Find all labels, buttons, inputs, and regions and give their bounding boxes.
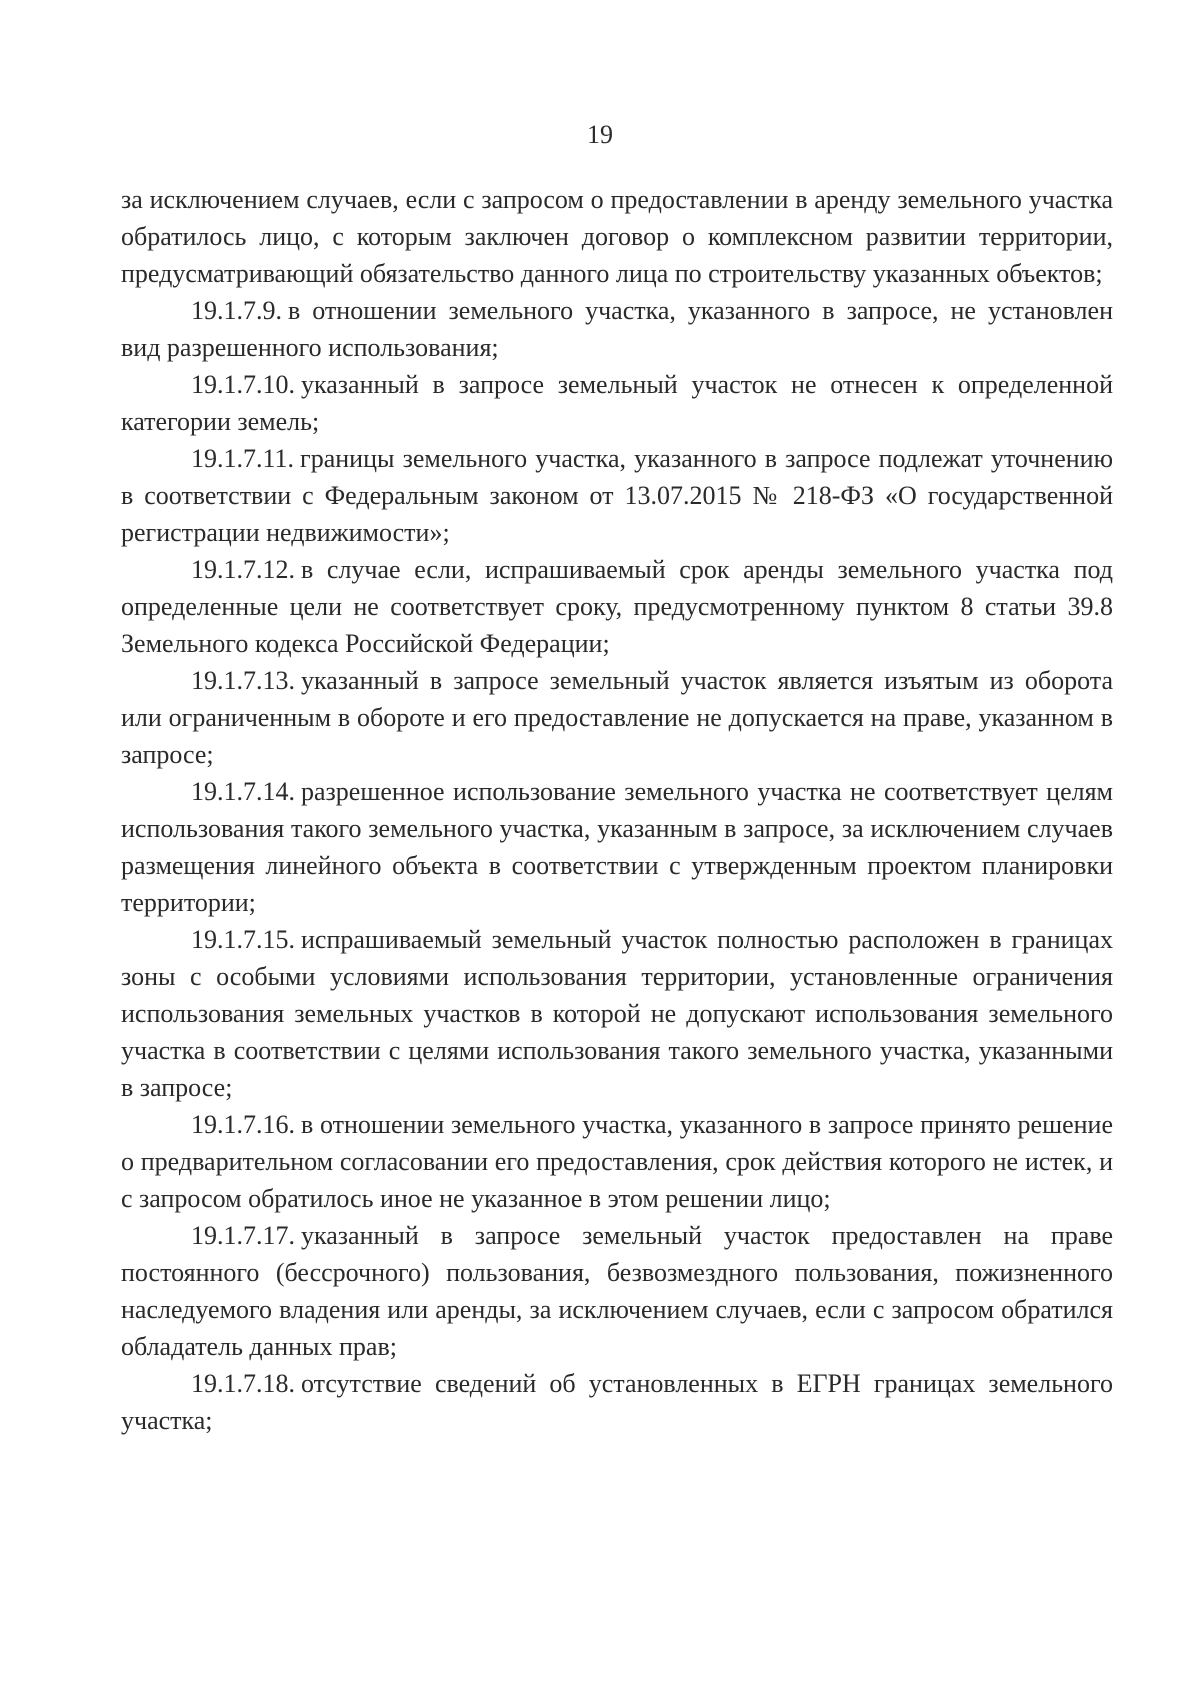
- clause-19-1-7-16: [121, 1106, 1113, 1217]
- clause-19-1-7-10: [121, 366, 1113, 440]
- clause-number: 19.1.7.12.: [191, 555, 295, 584]
- clause-text: в отношении земельного участка, указанного в запросе, не установлен вид разрешенного использования;: [121, 296, 1113, 362]
- clause-number: 19.1.7.17.: [191, 1221, 295, 1250]
- clause-text: испрашиваемый земельный участок полностью расположен в границах зоны с особыми условиями использования территории, установленные ограничения использования земельных участков в которой не допускают использования земельного участка в соответствии с целями использования такого земельного участка, указанными в запросе;: [121, 925, 1113, 1102]
- clause-19-1-7-9: [121, 292, 1113, 366]
- clause-19-1-7-15: [121, 921, 1113, 1106]
- clause-text: указанный в запросе земельный участок не отнесен к определенной категории земель;: [121, 370, 1113, 436]
- clause-text: в отношении земельного участка, указанного в запросе принято решение о предварительном согласовании его предоставления, срок действия которого не истек, и с запросом обратилось иное не указанное в этом решении лицо;: [121, 1110, 1113, 1213]
- clause-text: разрешенное использование земельного участка не соответствует целям использования такого земельного участка, указанным в запросе, за исключением случаев размещения линейного объекта в соответствии с утвержденным проектом планировки территории;: [121, 777, 1113, 917]
- clause-number: 19.1.7.9.: [191, 296, 282, 325]
- page-number: 19: [587, 120, 613, 149]
- clause-19-1-7-18: [121, 1365, 1113, 1439]
- clause-number: 19.1.7.10.: [191, 370, 295, 399]
- clause-19-1-7-12: [121, 551, 1113, 662]
- paragraph-continuation: [121, 181, 1113, 292]
- document-body: [121, 181, 1113, 1439]
- clause-text: указанный в запросе земельный участок предоставлен на праве постоянного (бессрочного) пользования, безвозмездного пользования, пожизненного наследуемого владения или аренды, за исключением случаев, если с запросом обратился обладатель данных прав;: [121, 1221, 1113, 1361]
- clause-number: 19.1.7.13.: [191, 666, 295, 695]
- clause-19-1-7-13: [121, 662, 1113, 773]
- clause-number: 19.1.7.14.: [191, 777, 295, 806]
- clause-text: границы земельного участка, указанного в запросе подлежат уточнению в соответствии с Федеральным законом от 13.07.2015 № 218-ФЗ «О государственной регистрации недвижимости»;: [121, 444, 1113, 547]
- clause-number: 19.1.7.16.: [191, 1110, 295, 1139]
- clause-text: указанный в запросе земельный участок является изъятым из оборота или ограниченным в обороте и его предоставление не допускается на праве, указанном в запросе;: [121, 666, 1113, 769]
- clause-number: 19.1.7.18.: [191, 1369, 295, 1398]
- clause-19-1-7-17: [121, 1217, 1113, 1365]
- clause-number: 19.1.7.11.: [191, 444, 295, 473]
- paragraph-text: за исключением случаев, если с запросом о предоставлении в аренду земельного участка обратилось лицо, с которым заключен договор о комплексном развитии территории, предусматривающий обязательство данного лица по строительству указанных объектов;: [121, 185, 1113, 288]
- clause-19-1-7-11: [121, 440, 1113, 551]
- clause-text: отсутствие сведений об установленных в ЕГРН границах земельного участка;: [121, 1369, 1113, 1435]
- clause-number: 19.1.7.15.: [191, 925, 295, 954]
- clause-19-1-7-14: [121, 773, 1113, 921]
- clause-text: в случае если, испрашиваемый срок аренды земельного участка под определенные цели не соответствует сроку, предусмотренному пунктом 8 статьи 39.8 Земельного кодекса Российской Федерации;: [121, 555, 1113, 658]
